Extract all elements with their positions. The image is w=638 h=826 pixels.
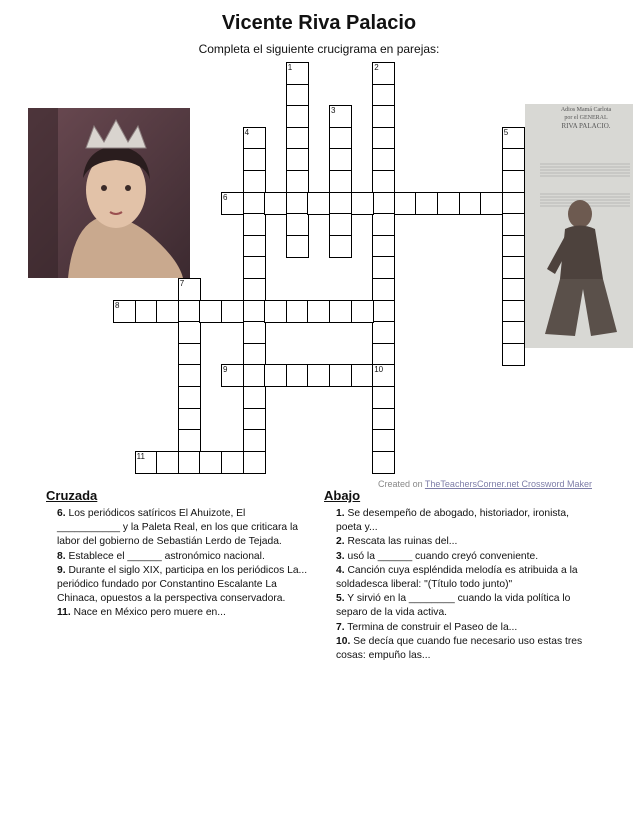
crossword-cell[interactable] [178, 386, 201, 409]
crossword-cell[interactable] [178, 300, 201, 323]
clue-down-3: 3. usó la ______ cuando creyó conveniente. [336, 550, 539, 562]
crossword-cell[interactable] [135, 300, 158, 323]
crossword-cell[interactable] [372, 386, 395, 409]
clue-down-1: 1. Se desempeño de abogado, historiador, ironista, poeta y... [336, 508, 570, 534]
clue-across-8: 8. Establece el ______ astronómico nacional. [57, 550, 265, 562]
crossword-cell[interactable] [286, 84, 309, 107]
crossword-cell[interactable] [286, 192, 309, 215]
crossword-cell[interactable] [372, 256, 395, 279]
crossword-cell[interactable] [372, 343, 395, 366]
crossword-cell[interactable] [307, 364, 330, 387]
crossword-cell[interactable] [243, 170, 266, 193]
crossword-cell[interactable] [243, 148, 266, 171]
crossword-cell[interactable] [307, 192, 330, 215]
crossword-cell[interactable] [286, 213, 309, 236]
clue-down-10: 10. Se decía que cuando fue necesario uso estas tres cosas: empuño las... [336, 635, 583, 662]
page-subtitle: Completa el siguiente crucigrama en parejas: [198, 42, 440, 56]
crossword-cell[interactable] [243, 278, 266, 301]
crossword-cell[interactable] [329, 213, 352, 236]
down-heading: Abajo [324, 488, 361, 503]
crossword-cell[interactable] [329, 192, 352, 215]
crossword-cell[interactable] [286, 300, 309, 323]
clue-down-2: 2. Rescata las ruinas del... [336, 536, 458, 548]
crossword-cell[interactable] [178, 429, 201, 452]
crossword-cell[interactable] [243, 386, 266, 409]
crossword-cell[interactable] [437, 192, 460, 215]
clue-number-label: 9 [223, 365, 228, 375]
crossword-cell[interactable] [243, 343, 266, 366]
crossword-cell[interactable] [243, 429, 266, 452]
clue-number-label: 11 [136, 451, 145, 461]
clue-across-11: 11. Nace en México pero muere en... [57, 607, 226, 619]
crossword-cell[interactable] [351, 300, 374, 323]
crossword-cell[interactable] [243, 451, 266, 474]
clue-down-7: 7. Termina de construir el Paseo de la... [336, 621, 518, 633]
crossword-cell[interactable] [286, 170, 309, 193]
crossword-cell[interactable] [178, 364, 201, 387]
crossword-cell[interactable] [502, 148, 525, 171]
crossword-cell[interactable] [372, 170, 395, 193]
crossword-cell[interactable] [372, 300, 395, 323]
crossword-cell[interactable] [372, 429, 395, 452]
crossword-cell[interactable] [307, 300, 330, 323]
credit-line: Created on TheTeachersCorner.net Crossword Maker [378, 479, 592, 489]
crossword-cell[interactable] [286, 148, 309, 171]
crossword-cell[interactable] [329, 170, 352, 193]
crossword-cell[interactable] [243, 300, 266, 323]
crossword-cell[interactable] [286, 235, 309, 258]
clue-number-label: 2 [374, 63, 379, 72]
crossword-cell[interactable] [502, 343, 525, 366]
crossword-cell[interactable] [372, 105, 395, 128]
crossword-cell[interactable] [264, 300, 287, 323]
crossword-cell[interactable] [502, 278, 525, 301]
crossword-cell[interactable] [502, 235, 525, 258]
crossword-cell[interactable] [480, 192, 503, 215]
sheet-music-caption: Adios Mamá Carlota por el GENERAL RIVA PALACIO. [560, 107, 612, 130]
crossword-cell[interactable] [243, 408, 266, 431]
crossword-cell[interactable] [372, 148, 395, 171]
clue-down-5: 5. Y sirvió en la ________ cuando la vida política lo separo de la vida activa. [336, 593, 571, 619]
clue-number-label: 3 [331, 106, 336, 116]
crossword-cell[interactable] [178, 321, 201, 344]
crossword-cell[interactable] [286, 127, 309, 150]
crossword-cell[interactable] [199, 451, 222, 474]
clue-across-9: 9. Durante el siglo XIX, participa en los periódicos La... periódico fundado por Constantino Escalante La Chinaca, opuestos a la perspectiva conservadora. [57, 564, 308, 605]
crossword-cell[interactable] [329, 148, 352, 171]
crossword-cell[interactable] [243, 256, 266, 279]
clue-down-4: 4. Canción cuya espléndida melodía es atribuida a la soldadesca liberal: "(Título todo junto)" [336, 564, 578, 591]
crossword-cell[interactable] [329, 235, 352, 258]
crossword-cell[interactable] [372, 213, 395, 236]
down-clues [336, 507, 594, 663]
clue-number-label: 6 [223, 192, 228, 202]
clue-number-label: 10 [374, 365, 384, 375]
across-clues [57, 507, 309, 621]
clue-number-label: 1 [287, 63, 293, 72]
crossword-cell[interactable] [372, 235, 395, 258]
crossword-cell[interactable] [394, 192, 417, 215]
crossword-cell[interactable] [264, 192, 287, 215]
crossword-cell[interactable] [415, 192, 438, 215]
crossword-cell[interactable] [372, 84, 395, 107]
crossword-cell[interactable] [264, 364, 287, 387]
crossword-cell[interactable] [329, 127, 352, 150]
crossword-cell[interactable] [178, 451, 201, 474]
crossword-cell[interactable] [243, 192, 266, 215]
crossword-cell[interactable] [286, 105, 309, 128]
crossword-cell[interactable] [502, 300, 525, 323]
crossword-cell[interactable] [372, 321, 395, 344]
crossword-cell[interactable] [502, 170, 525, 193]
crossword-cell[interactable] [372, 192, 395, 215]
crossword-cell[interactable] [351, 192, 374, 215]
crossword-cell[interactable] [502, 192, 525, 215]
crossword-cell[interactable] [243, 364, 266, 387]
crossword-cell[interactable] [286, 364, 309, 387]
crossword-cell[interactable] [199, 300, 222, 323]
credit-link[interactable]: TheTeachersCorner.net Crossword Maker [424, 479, 592, 489]
crossword-cell[interactable] [329, 300, 352, 323]
crossword-cell[interactable] [372, 451, 395, 474]
crossword-cell[interactable] [221, 300, 244, 323]
crossword-cell[interactable] [243, 235, 266, 258]
crossword-cell[interactable] [502, 256, 525, 279]
page-title: Vicente Riva Palacio [221, 12, 417, 34]
crossword-cell[interactable] [243, 321, 266, 344]
crossword-cell[interactable] [156, 300, 179, 323]
crossword-cell[interactable] [156, 451, 179, 474]
crossword-cell[interactable] [502, 213, 525, 236]
crossword-cell[interactable] [178, 408, 201, 431]
clue-number-label: 7 [179, 279, 185, 288]
clue-number-label: 8 [115, 300, 120, 310]
crossword-cell[interactable] [372, 408, 395, 431]
crossword-cell[interactable] [459, 192, 482, 215]
clue-across-6: 6. Los periódicos satíricos El Ahuizote, El ___________ y la Paleta Real, en los que criticara la labor del gobierno de Sebastián Lerdo de Tejada. [57, 508, 298, 548]
crossword-cell[interactable] [329, 364, 352, 387]
clue-number-label: 5 [503, 127, 509, 137]
crossword-cell[interactable] [502, 321, 525, 344]
crossword-cell[interactable] [351, 364, 374, 387]
crossword-cell[interactable] [243, 213, 266, 236]
crossword-cell[interactable] [221, 451, 244, 474]
clue-number-label: 4 [244, 127, 250, 137]
crossword-cell[interactable] [372, 278, 395, 301]
across-heading: Cruzada [46, 488, 98, 503]
crossword-cell[interactable] [178, 343, 201, 366]
crossword-cell[interactable] [372, 127, 395, 150]
